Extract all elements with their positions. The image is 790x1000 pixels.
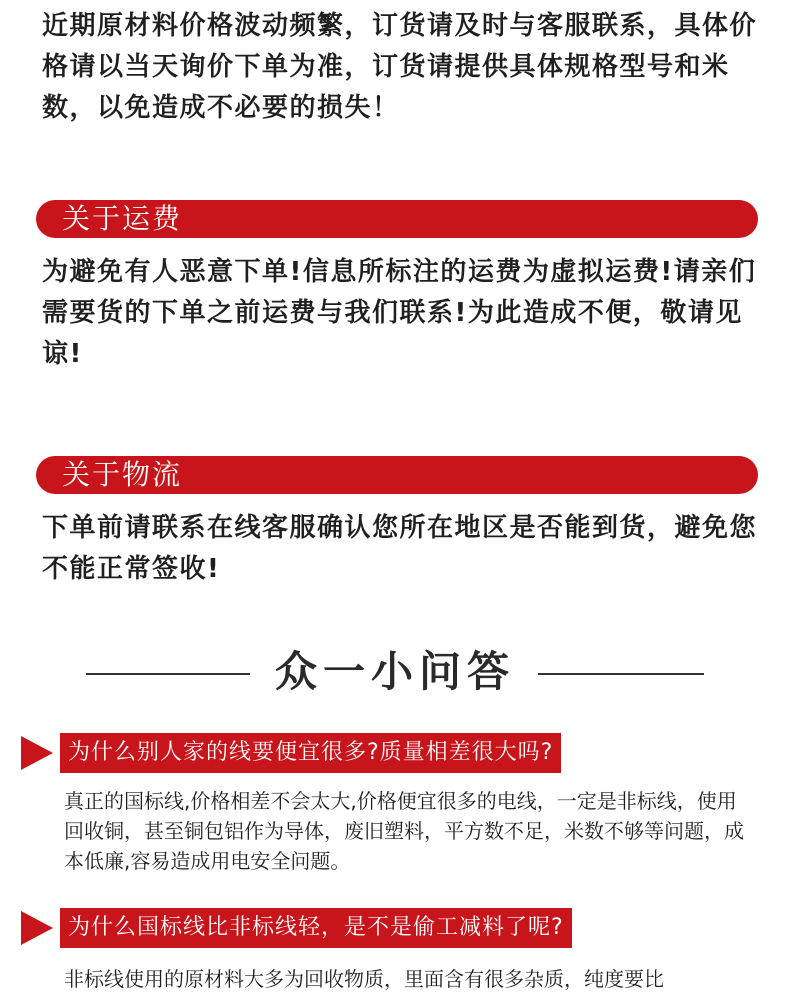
logistics-paragraph: 下单前请联系在线客服确认您所在地区是否能到货，避免您不能正常签收! bbox=[42, 513, 758, 584]
qa-answer-1: 真正的国标线,价格相差不会太大,价格便宜很多的电线，一定是非标线，使用回收铜，甚至铜包铝作为导体，废旧塑料，平方数不足，米数不够等问题，成本低廉,容易造成用电安全问题。 bbox=[64, 789, 744, 873]
qa-heading-left-rule bbox=[86, 673, 250, 675]
qa-question-2 bbox=[60, 908, 572, 948]
arrow-icon bbox=[21, 911, 53, 945]
shipping-section-header bbox=[36, 200, 758, 238]
logistics-section-title: 关于物流 bbox=[62, 458, 183, 491]
qa-question-1-text: 为什么别人家的线要便宜很多?质量相差很大吗? bbox=[68, 740, 554, 765]
qa-heading-right-rule bbox=[538, 673, 704, 675]
qa-heading bbox=[0, 640, 790, 704]
logistics-section-header bbox=[36, 456, 758, 494]
intro-paragraph: 近期原材料价格波动频繁，订货请及时与客服联系，具体价格请以当天询价下单为准，订货请提供具体规格型号和米数，以免造成不必要的损失！ bbox=[42, 11, 758, 123]
qa-question-2-text: 为什么国标线比非标线轻，是不是偷工减料了呢? bbox=[68, 915, 564, 940]
qa-answer-2: 非标线使用的原材料大多为回收物质，里面含有很多杂质，纯度要比 bbox=[64, 967, 664, 991]
arrow-icon bbox=[21, 736, 53, 770]
qa-question-1 bbox=[60, 733, 561, 773]
shipping-section-title: 关于运费 bbox=[62, 202, 183, 235]
qa-heading-title: 众一小问答 bbox=[274, 647, 515, 696]
shipping-paragraph: 为避免有人恶意下单!信息所标注的运费为虚拟运费!请亲们需要货的下单之前运费与我们联系!为此造成不便，敬请见谅! bbox=[42, 257, 757, 369]
